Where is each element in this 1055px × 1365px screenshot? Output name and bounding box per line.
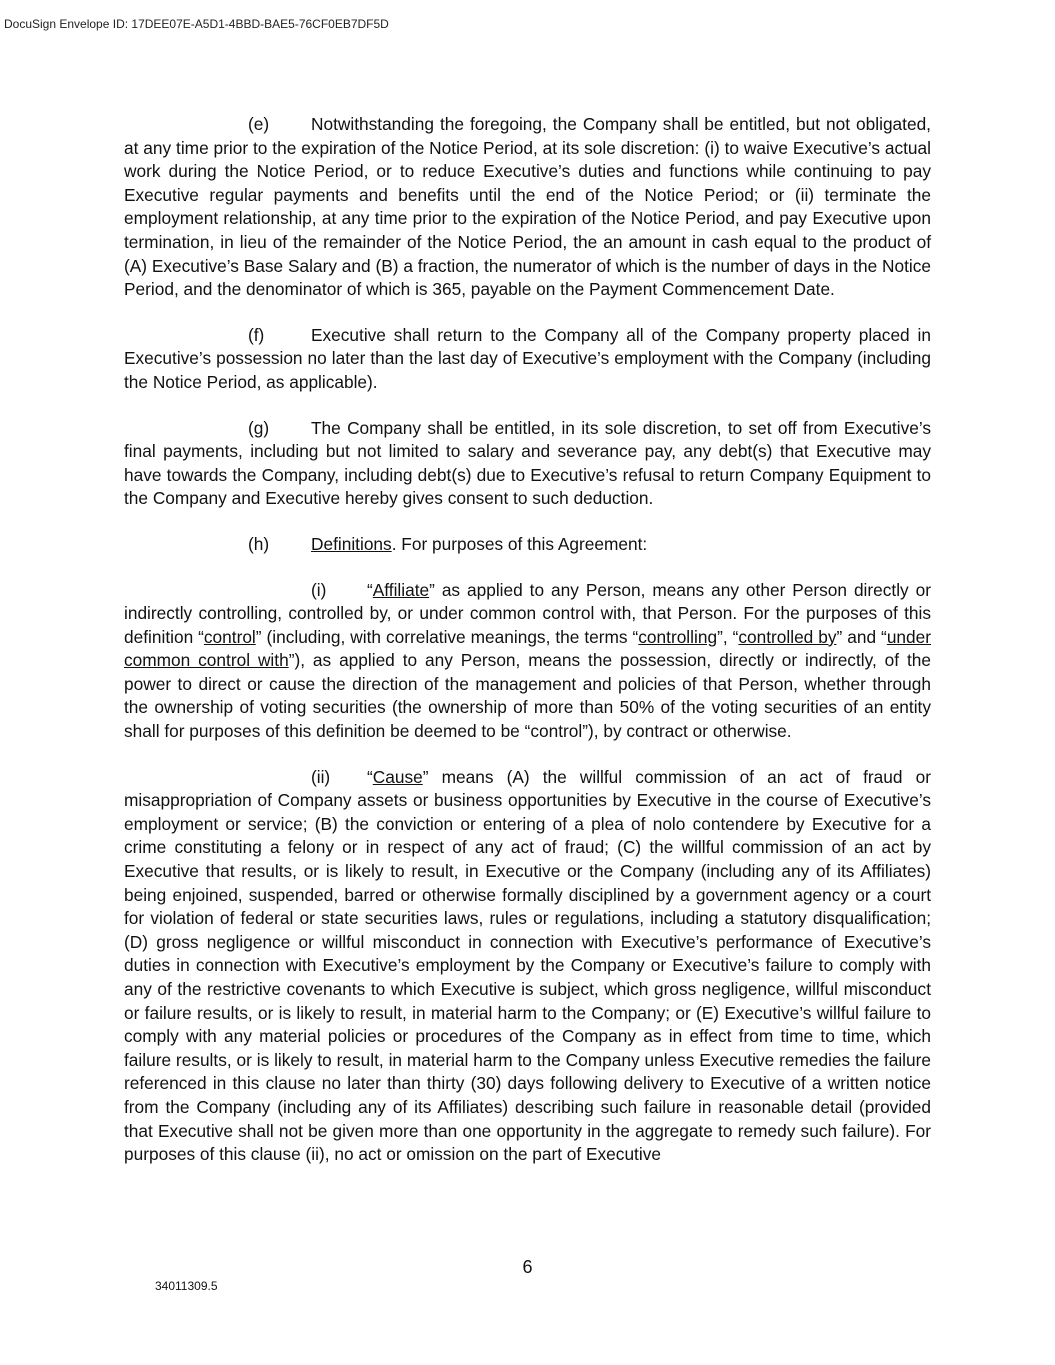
term-controlled-by: controlled by — [738, 626, 837, 647]
paragraph-label: (ii) — [311, 766, 331, 787]
paragraph-text: ”, “ — [717, 626, 739, 647]
quote-mark: “ — [367, 579, 373, 600]
paragraph-text: ” means (A) the willful commission of an act of fraud or misappropriation of Company assets or business opportunities by Executive in the course of Executive’s employment or service; (B) the conviction or entering of a plea of nolo contendere by Executive for a crime constituting a felony or in respect of any act of fraud; (C) the willful commission of an act by Executive that results, or is likely to result, in Executive or the Company (including any of its Affiliates) being enjoined, suspended, barred or otherwise formally disciplined by a government agency or a court for violation of federal or state securities laws, rules or regulations, including a statutory disqualification; (D) gross negligence or willful misconduct in connection with Executive’s performance of Executive’s duties in connection with Executive’s employment by the Company or Executive’s failure to comply with any of the restrictive covenants to which Executive is subject, which gross negligence, willful misconduct or failure results, or is likely to result, in material harm to the Company; or (E) Executive’s willful failure to comply with any material policies or procedures of the Company as in effect from time to time, which failure results, or is likely to result, in material harm to the Company unless Executive remedies the failure referenced in this clause no later than thirty (30) days following delivery to Executive of a written notice from the Company (including any of its Affiliates) describing such failure in reasonable detail (provided that Executive shall not be given more than one opportunity in the aggregate to remedy such failure). For purposes of this clause (ii), no act or omission on the part of Executive — [124, 766, 931, 1165]
term-control: control — [203, 626, 256, 647]
paragraph-h — [124, 533, 931, 557]
document-id: 34011309.5 — [155, 1279, 218, 1293]
paragraph-ii-cause — [124, 766, 931, 1167]
page-number: 6 — [522, 1257, 533, 1277]
term-under-common-control: under common control with — [124, 626, 932, 671]
paragraph-text: Executive shall return to the Company all of the Company property placed in Executive’s possession no later than the last day of Executive’s employment with the Company (including the Notice Period, as applicable). — [124, 324, 931, 392]
paragraph-e — [124, 113, 931, 302]
paragraph-text: ” (including, with correlative meanings, the terms “ — [255, 626, 639, 647]
paragraph-label: (f) — [248, 324, 265, 345]
quote-mark: “ — [367, 766, 373, 787]
paragraph-label: (e) — [248, 114, 270, 134]
paragraph-text: ”), as applied to any Person, means the possession, directly or indirectly, of the power to direct or cause the direction of the management and policies of that Person, whether through the ownership of voting securities (the ownership of more than 50% of the voting securities of an entity shall for purposes of this definition be deemed to be “control”), by contract or otherwise. — [124, 650, 931, 742]
paragraph-text: ” and “ — [836, 626, 887, 647]
paragraph-f — [124, 324, 931, 395]
paragraph-text: ” as applied to any Person, means any other Person directly or indirectly controlling, controlled by, or under common control with, that Person. For the purposes of this definition “ — [124, 579, 931, 647]
paragraph-label: (i) — [311, 579, 327, 600]
term-cause: Cause — [372, 766, 423, 787]
paragraph-label: (h) — [248, 533, 270, 554]
paragraph-text: . For purposes of this Agreement: — [391, 533, 648, 554]
paragraph-label: (g) — [248, 417, 270, 438]
paragraph-i-affiliate — [124, 579, 931, 744]
term-controlling: controlling — [638, 626, 718, 647]
paragraph-text: The Company shall be entitled, in its sole discretion, to set off from Executive’s final payments, including but not limited to salary and severance pay, any debt(s) that Executive may have towards the Company, including debt(s) due to Executive’s refusal to return Company Equipment to the Company and Executive hereby gives consent to such deduction. — [124, 417, 931, 509]
paragraph-text: Notwithstanding the foregoing, the Company shall be entitled, but not obligated, at any time prior to the expiration of the Notice Period, at its sole discretion: (i) to waive Executive’s actual work during the Notice Period, or to reduce Executive’s duties and functions while continuing to pay Executive regular payments and benefits until the end of the Notice Period; or (ii) terminate the employment relationship, at any time prior to the expiration of the Notice Period, and pay Executive upon termination, in lieu of the remainder of the Notice Period, the an amount in cash equal to the product of (A) Executive’s Base Salary and (B) a fraction, the numerator of which is the number of days in the Notice Period, and the denominator of which is 365, payable on the Payment Commencement Date. — [124, 114, 931, 300]
docusign-envelope-id: DocuSign Envelope ID: 17DEE07E-A5D1-4BBD-BAE5-76CF0EB7DF5D — [4, 17, 389, 31]
document-body — [124, 113, 931, 1189]
paragraph-g — [124, 417, 931, 511]
definitions-heading: Definitions — [311, 533, 392, 554]
term-affiliate: Affiliate — [372, 579, 430, 600]
